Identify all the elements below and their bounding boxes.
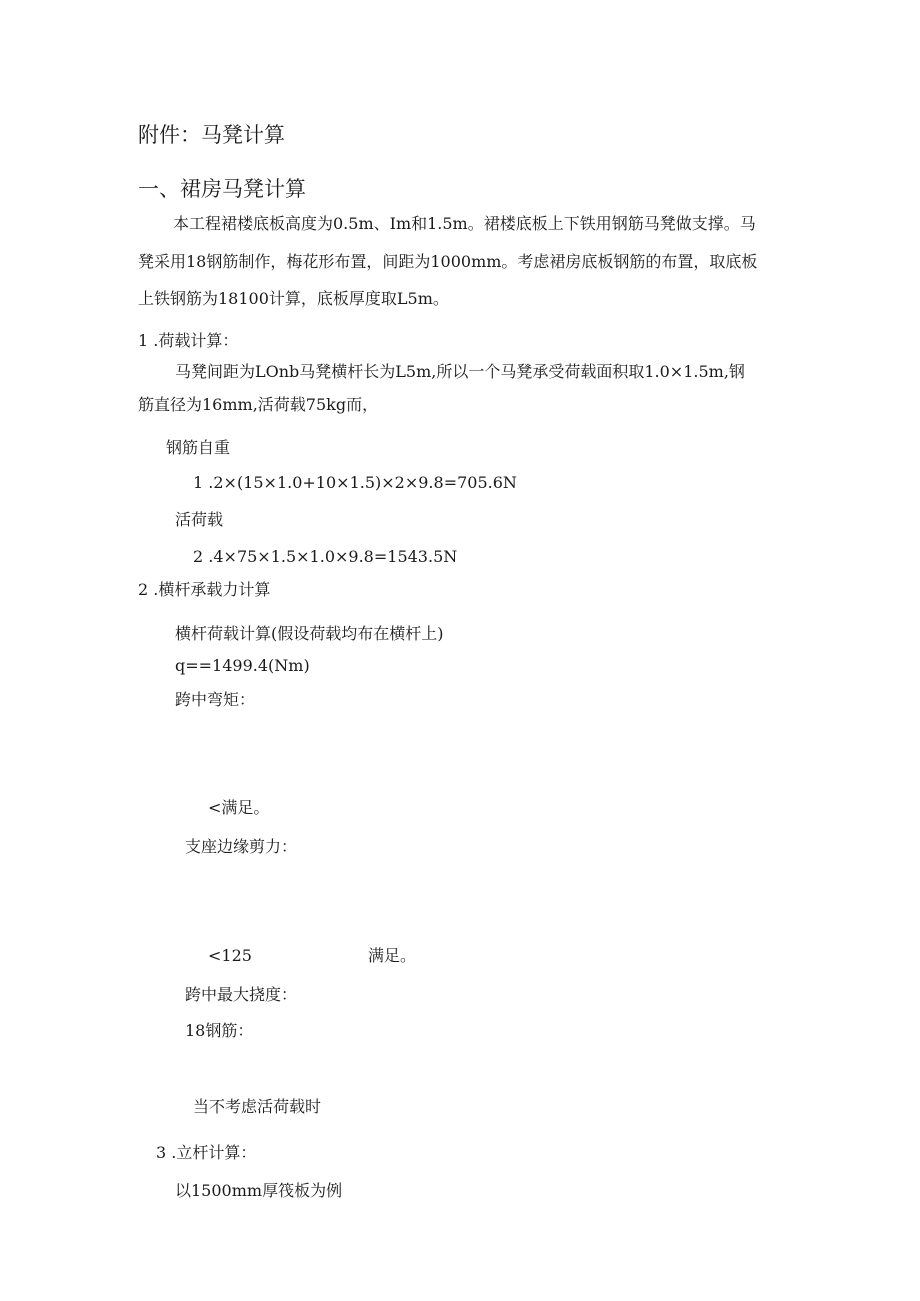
document-title: 附件：马凳计算 (138, 123, 285, 147)
moment-result: <满足。 (208, 798, 270, 817)
intro-line-2: 凳采用18钢筋制作，梅花形布置，间距为1000mm。考虑裙房底板钢筋的布置，取底板 (138, 252, 758, 271)
shear-label: 支座边缘剪力： (185, 837, 298, 856)
live-load-label: 活荷载 (175, 510, 224, 529)
shear-value: <125 (208, 946, 252, 965)
load-calc-text-2: 筋直径为16mm,活荷载75kg而， (138, 395, 379, 414)
intro-line-3: 上铁钢筋为18100计算，底板厚度取L5m。 (138, 289, 449, 308)
post-calc-example: 以1500mm厚筏板为例 (175, 1181, 343, 1200)
intro-line-1: 本工程裙楼底板高度为0.5m、Im和1.5m。裙楼底板上下铁用钢筋马凳做支撑。马 (173, 214, 756, 233)
moment-label: 跨中弯矩： (175, 690, 256, 709)
load-calc-text-1: 马凳间距为LOnb马凳横杆长为L5m,所以一个马凳承受荷载面积取1.0×1.5m,钢 (175, 362, 745, 381)
section-heading-podium: 一、裙房马凳计算 (138, 177, 306, 201)
rebar-label: 18钢筋： (185, 1021, 254, 1040)
no-live-load-label: 当不考虑活荷载时 (193, 1097, 322, 1116)
post-calc-heading: 3 .立杆计算： (156, 1143, 257, 1162)
load-calc-heading: 1 .荷载计算： (138, 331, 239, 350)
deflection-label: 跨中最大挠度： (185, 985, 298, 1004)
live-load-formula: 2 .4×75×1.5×1.0×9.8=1543.5N (193, 547, 458, 566)
shear-result: 满足。 (368, 946, 417, 965)
crossbar-calc-heading: 2 .横杆承载力计算 (138, 580, 271, 599)
q-value: q==1499.4(Nm) (175, 656, 310, 675)
self-weight-formula: 1 .2×(15×1.0+10×1.5)×2×9.8=705.6N (193, 473, 517, 492)
crossbar-load-label: 横杆荷载计算(假设荷载均布在横杆上) (175, 624, 444, 643)
self-weight-label: 钢筋自重 (166, 438, 231, 457)
